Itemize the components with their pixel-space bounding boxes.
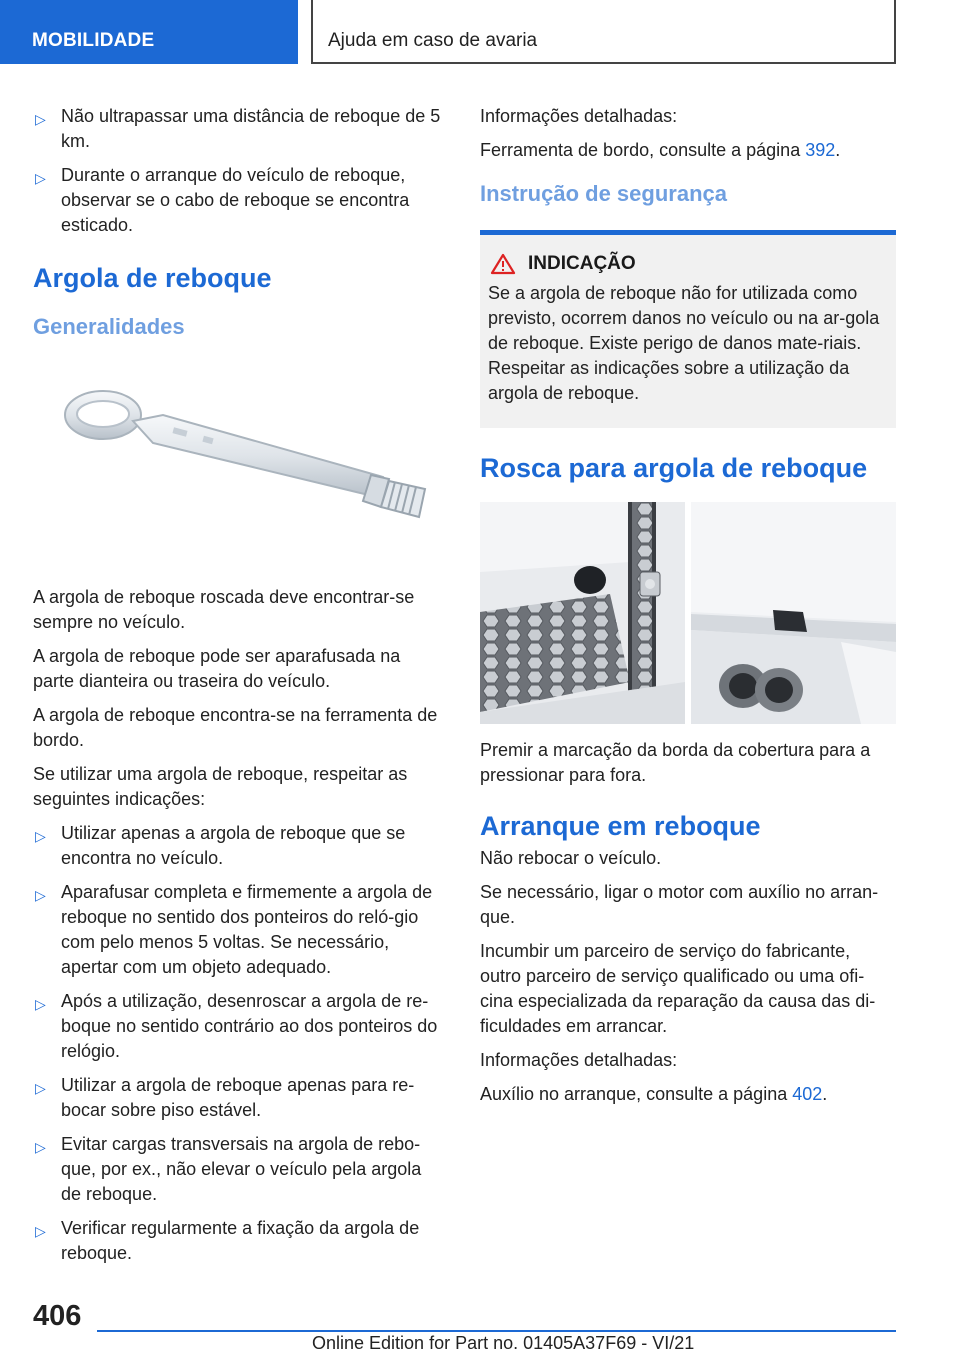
info-label: Informações detalhadas: [480, 1050, 678, 1070]
paragraph: Não rebocar o veículo. [480, 848, 662, 868]
tow-start-heading: Arranque em reboque [480, 811, 761, 841]
chapter-title: Ajuda em caso de avaria [311, 0, 896, 64]
thread-photos [480, 502, 896, 724]
hook-usage-bullets [33, 821, 445, 1266]
paragraph: A argola de reboque pode ser aparafusada na parte dianteira ou traseira do veículo. [33, 646, 401, 691]
warning-body: Se a argola de reboque não for utilizada como previsto, ocorrem danos no veículo ou na ar‐gola de reboque. Existe perigo de danos mate‐riais. Respeitar as indicações sobre a utilização da argola de reboque. [488, 283, 880, 403]
list-item: ▷ Durante o arranque do veículo de reboque, observar se o cabo de reboque se encontra esticado. [35, 165, 410, 235]
edition-footer: Online Edition for Part no. 01405A37F69 - VI/21 [312, 1333, 695, 1353]
tow-hook-illustration [33, 377, 445, 567]
warning-title-row [490, 253, 882, 275]
triangle-bullet-icon: ▷ [35, 887, 46, 903]
triangle-bullet-icon: ▷ [35, 1139, 46, 1155]
paragraph: Incumbir um parceiro de serviço do fabricante, outro parceiro de serviço qualificado ou uma ofi‐cina especializada da reparação da causa das di‐ficuldades em arrancar. [480, 941, 876, 1036]
list-item: ▷ Após a utilização, desenroscar a argola de re‐boque no sentido contrário ao dos ponteiros do relógio. [35, 991, 438, 1061]
list-item: ▷ Utilizar a argola de reboque apenas para re‐bocar sobre piso estável. [35, 1075, 415, 1120]
left-column [33, 104, 445, 1275]
thread-heading: Rosca para argola de reboque [480, 453, 868, 483]
triangle-bullet-icon: ▷ [35, 1080, 46, 1096]
triangle-bullet-icon: ▷ [35, 170, 46, 186]
paragraph: A argola de reboque encontra‐se na ferramenta de bordo. [33, 705, 438, 750]
list-item: ▷ Não ultrapassar uma distância de reboque de 5 km. [35, 106, 441, 151]
tow-hook-image [33, 377, 445, 567]
triangle-bullet-icon: ▷ [35, 111, 46, 127]
towing-bullets [33, 104, 445, 238]
footer-rule [97, 1330, 896, 1332]
paragraph: A argola de reboque roscada deve encontrar‐se sempre no veículo. [33, 587, 415, 632]
list-item: ▷ Aparafusar completa e firmemente a argola de reboque no sentido dos ponteiros do reló‐gio com pelo menos 5 voltas. Se necessário, apertar com um objeto adequado. [35, 882, 433, 977]
section-heading: Argola de reboque [33, 263, 272, 293]
front-bumper-photo [480, 502, 685, 724]
triangle-bullet-icon: ▷ [35, 1223, 46, 1239]
subsection-heading: Generalidades [33, 314, 185, 339]
page-link-392[interactable]: 392 [805, 140, 836, 160]
list-item: ▷ Verificar regularmente a fixação da argola de reboque. [35, 1218, 420, 1263]
paragraph: Se necessário, ligar o motor com auxílio no arran‐que. [480, 882, 879, 927]
triangle-bullet-icon: ▷ [35, 828, 46, 844]
warning-title: INDICAÇÃO [528, 253, 636, 274]
page-number: 406 [33, 1300, 82, 1332]
warning-triangle-icon [490, 253, 516, 275]
rear-bumper-photo [691, 502, 896, 724]
section-tab: MOBILIDADE [0, 0, 298, 64]
list-item: ▷ Evitar cargas transversais na argola de rebo‐que, por ex., não elevar o veículo pela argola de reboque. [35, 1134, 422, 1204]
list-item: ▷ Utilizar apenas a argola de reboque que se encontra no veículo. [35, 823, 406, 868]
safety-heading: Instrução de segurança [480, 181, 727, 206]
right-column [480, 104, 896, 1116]
triangle-bullet-icon: ▷ [35, 996, 46, 1012]
jump-start-reference: Auxílio no arranque, consulte a página 402. [480, 1084, 828, 1104]
info-label: Informações detalhadas: [480, 106, 678, 126]
warning-box [480, 230, 896, 428]
tool-reference: Ferramenta de bordo, consulte a página 392. [480, 140, 841, 160]
thread-instruction: Premir a marcação da borda da cobertura para a pressionar para fora. [480, 740, 871, 785]
paragraph: Se utilizar uma argola de reboque, respeitar as seguintes indicações: [33, 764, 408, 809]
hook-paragraphs [33, 585, 445, 812]
page-link-402[interactable]: 402 [792, 1084, 823, 1104]
